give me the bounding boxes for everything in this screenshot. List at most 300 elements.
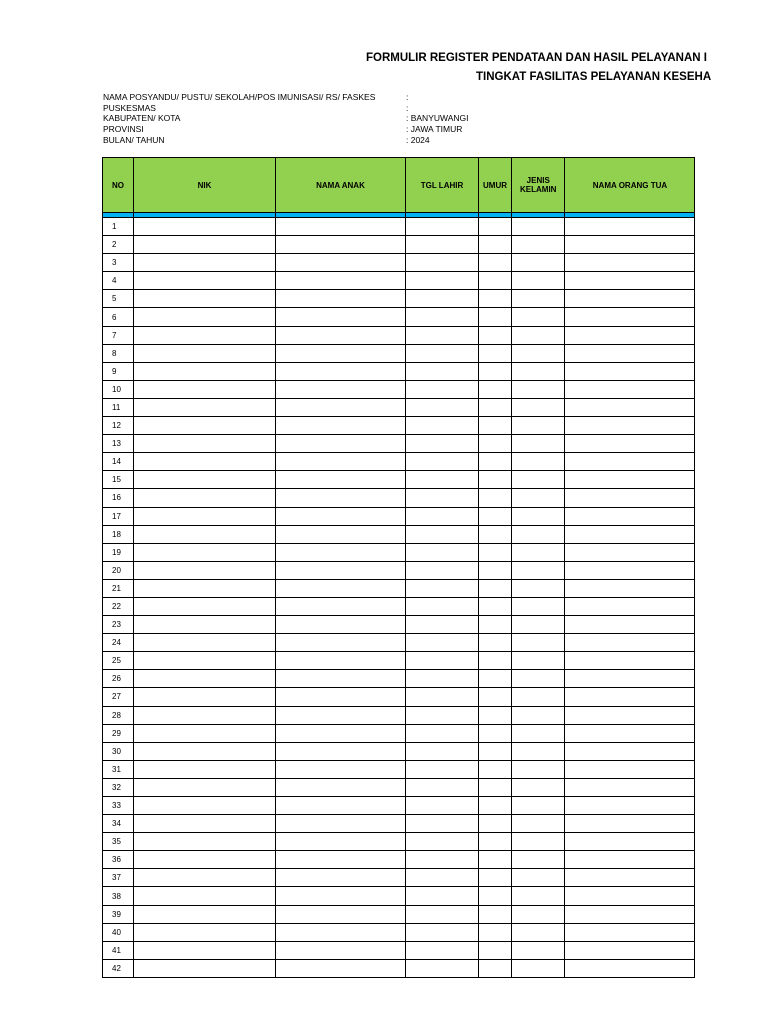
- cell-nik[interactable]: [134, 652, 276, 670]
- cell-tgl-lahir[interactable]: [406, 453, 479, 471]
- cell-nama-orang-tua[interactable]: [565, 851, 695, 869]
- cell-tgl-lahir[interactable]: [406, 543, 479, 561]
- cell-jenis-kelamin[interactable]: [512, 561, 565, 579]
- cell-nama-anak[interactable]: [276, 507, 406, 525]
- cell-nik[interactable]: [134, 887, 276, 905]
- cell-umur[interactable]: [479, 290, 512, 308]
- cell-nik[interactable]: [134, 417, 276, 435]
- cell-nama-orang-tua[interactable]: [565, 326, 695, 344]
- cell-nama-orang-tua[interactable]: [565, 254, 695, 272]
- cell-umur[interactable]: [479, 815, 512, 833]
- cell-jenis-kelamin[interactable]: [512, 815, 565, 833]
- cell-nama-anak[interactable]: [276, 833, 406, 851]
- cell-nik[interactable]: [134, 398, 276, 416]
- cell-umur[interactable]: [479, 923, 512, 941]
- cell-nama-orang-tua[interactable]: [565, 652, 695, 670]
- cell-nik[interactable]: [134, 471, 276, 489]
- meta-label: PUSKESMAS: [103, 102, 156, 113]
- cell-umur[interactable]: [479, 543, 512, 561]
- meta-value: : JAWA TIMUR: [406, 124, 463, 135]
- cell-tgl-lahir[interactable]: [406, 887, 479, 905]
- cell-nama-anak[interactable]: [276, 941, 406, 959]
- cell-tgl-lahir[interactable]: [406, 797, 479, 815]
- cell-jenis-kelamin[interactable]: [512, 941, 565, 959]
- cell-nik[interactable]: [134, 778, 276, 796]
- cell-jenis-kelamin[interactable]: [512, 290, 565, 308]
- cell-tgl-lahir[interactable]: [406, 833, 479, 851]
- cell-tgl-lahir[interactable]: [406, 344, 479, 362]
- table-row: [103, 815, 695, 833]
- cell-umur[interactable]: [479, 218, 512, 236]
- cell-nik[interactable]: [134, 579, 276, 597]
- meta-row-posyandu: [103, 92, 469, 103]
- table-row: [103, 670, 695, 688]
- cell-umur[interactable]: [479, 380, 512, 398]
- cell-tgl-lahir[interactable]: [406, 760, 479, 778]
- cell-nik[interactable]: [134, 797, 276, 815]
- meta-row-bulan-tahun: [103, 135, 469, 146]
- cell-jenis-kelamin[interactable]: [512, 362, 565, 380]
- cell-tgl-lahir[interactable]: [406, 525, 479, 543]
- cell-umur[interactable]: [479, 670, 512, 688]
- cell-jenis-kelamin[interactable]: [512, 272, 565, 290]
- cell-no: 14: [103, 453, 134, 471]
- cell-nik[interactable]: [134, 905, 276, 923]
- cell-nama-orang-tua[interactable]: [565, 959, 695, 977]
- cell-tgl-lahir[interactable]: [406, 941, 479, 959]
- cell-nama-orang-tua[interactable]: [565, 561, 695, 579]
- cell-umur[interactable]: [479, 272, 512, 290]
- cell-jenis-kelamin[interactable]: [512, 344, 565, 362]
- cell-nik[interactable]: [134, 597, 276, 615]
- table-row: [103, 869, 695, 887]
- cell-no: 35: [103, 833, 134, 851]
- cell-nik[interactable]: [134, 561, 276, 579]
- cell-nama-anak[interactable]: [276, 616, 406, 634]
- cell-nama-orang-tua[interactable]: [565, 905, 695, 923]
- cell-nama-orang-tua[interactable]: [565, 398, 695, 416]
- cell-tgl-lahir[interactable]: [406, 634, 479, 652]
- cell-nama-orang-tua[interactable]: [565, 380, 695, 398]
- cell-nama-orang-tua[interactable]: [565, 634, 695, 652]
- cell-nama-anak[interactable]: [276, 380, 406, 398]
- cell-nama-anak[interactable]: [276, 525, 406, 543]
- cell-tgl-lahir[interactable]: [406, 435, 479, 453]
- cell-nik[interactable]: [134, 706, 276, 724]
- cell-nama-anak[interactable]: [276, 543, 406, 561]
- cell-nama-anak[interactable]: [276, 597, 406, 615]
- cell-no: 26: [103, 670, 134, 688]
- cell-nama-orang-tua[interactable]: [565, 362, 695, 380]
- cell-tgl-lahir[interactable]: [406, 398, 479, 416]
- cell-nama-anak[interactable]: [276, 959, 406, 977]
- cell-jenis-kelamin[interactable]: [512, 797, 565, 815]
- cell-tgl-lahir[interactable]: [406, 724, 479, 742]
- cell-nama-anak[interactable]: [276, 923, 406, 941]
- cell-jenis-kelamin[interactable]: [512, 833, 565, 851]
- table-row: [103, 453, 695, 471]
- cell-nik[interactable]: [134, 670, 276, 688]
- cell-nama-orang-tua[interactable]: [565, 869, 695, 887]
- table-row: [103, 724, 695, 742]
- cell-tgl-lahir[interactable]: [406, 561, 479, 579]
- cell-jenis-kelamin[interactable]: [512, 887, 565, 905]
- cell-jenis-kelamin[interactable]: [512, 507, 565, 525]
- cell-jenis-kelamin[interactable]: [512, 959, 565, 977]
- meta-row-provinsi: [103, 124, 469, 135]
- cell-nama-anak[interactable]: [276, 254, 406, 272]
- cell-umur[interactable]: [479, 652, 512, 670]
- cell-umur[interactable]: [479, 362, 512, 380]
- cell-nama-orang-tua[interactable]: [565, 344, 695, 362]
- table-row: [103, 634, 695, 652]
- table-row: [103, 797, 695, 815]
- table-row: [103, 561, 695, 579]
- cell-tgl-lahir[interactable]: [406, 308, 479, 326]
- cell-umur[interactable]: [479, 724, 512, 742]
- cell-umur[interactable]: [479, 851, 512, 869]
- cell-tgl-lahir[interactable]: [406, 616, 479, 634]
- cell-nik[interactable]: [134, 218, 276, 236]
- cell-nik[interactable]: [134, 959, 276, 977]
- table-row: [103, 887, 695, 905]
- cell-tgl-lahir[interactable]: [406, 326, 479, 344]
- cell-tgl-lahir[interactable]: [406, 272, 479, 290]
- cell-jenis-kelamin[interactable]: [512, 236, 565, 254]
- cell-tgl-lahir[interactable]: [406, 869, 479, 887]
- cell-umur[interactable]: [479, 344, 512, 362]
- cell-umur[interactable]: [479, 579, 512, 597]
- cell-tgl-lahir[interactable]: [406, 290, 479, 308]
- cell-nama-orang-tua[interactable]: [565, 597, 695, 615]
- cell-nama-orang-tua[interactable]: [565, 507, 695, 525]
- cell-tgl-lahir[interactable]: [406, 236, 479, 254]
- cell-nama-orang-tua[interactable]: [565, 218, 695, 236]
- cell-tgl-lahir[interactable]: [406, 706, 479, 724]
- cell-nama-anak[interactable]: [276, 760, 406, 778]
- cell-umur[interactable]: [479, 778, 512, 796]
- cell-jenis-kelamin[interactable]: [512, 634, 565, 652]
- cell-no: 12: [103, 417, 134, 435]
- cell-tgl-lahir[interactable]: [406, 489, 479, 507]
- cell-nama-anak[interactable]: [276, 489, 406, 507]
- cell-umur[interactable]: [479, 941, 512, 959]
- cell-nik[interactable]: [134, 290, 276, 308]
- cell-no: 18: [103, 525, 134, 543]
- cell-nik[interactable]: [134, 344, 276, 362]
- cell-jenis-kelamin[interactable]: [512, 326, 565, 344]
- cell-nik[interactable]: [134, 742, 276, 760]
- cell-nama-anak[interactable]: [276, 362, 406, 380]
- cell-jenis-kelamin[interactable]: [512, 742, 565, 760]
- cell-jenis-kelamin[interactable]: [512, 417, 565, 435]
- cell-nik[interactable]: [134, 272, 276, 290]
- cell-nama-anak[interactable]: [276, 851, 406, 869]
- cell-nama-anak[interactable]: [276, 561, 406, 579]
- cell-nama-anak[interactable]: [276, 815, 406, 833]
- cell-umur[interactable]: [479, 706, 512, 724]
- cell-nama-anak[interactable]: [276, 724, 406, 742]
- cell-umur[interactable]: [479, 616, 512, 634]
- cell-jenis-kelamin[interactable]: [512, 308, 565, 326]
- cell-umur[interactable]: [479, 489, 512, 507]
- cell-umur[interactable]: [479, 561, 512, 579]
- cell-nama-anak[interactable]: [276, 417, 406, 435]
- cell-jenis-kelamin[interactable]: [512, 471, 565, 489]
- cell-tgl-lahir[interactable]: [406, 362, 479, 380]
- cell-tgl-lahir[interactable]: [406, 688, 479, 706]
- cell-nik[interactable]: [134, 543, 276, 561]
- meta-label: BULAN/ TAHUN: [103, 134, 165, 145]
- cell-jenis-kelamin[interactable]: [512, 380, 565, 398]
- cell-jenis-kelamin[interactable]: [512, 579, 565, 597]
- cell-no: 3: [103, 254, 134, 272]
- cell-jenis-kelamin[interactable]: [512, 543, 565, 561]
- cell-no: 20: [103, 561, 134, 579]
- cell-umur[interactable]: [479, 887, 512, 905]
- cell-jenis-kelamin[interactable]: [512, 218, 565, 236]
- cell-nama-orang-tua[interactable]: [565, 471, 695, 489]
- cell-umur[interactable]: [479, 308, 512, 326]
- cell-tgl-lahir[interactable]: [406, 417, 479, 435]
- cell-nama-anak[interactable]: [276, 778, 406, 796]
- cell-nama-orang-tua[interactable]: [565, 778, 695, 796]
- cell-nik[interactable]: [134, 525, 276, 543]
- cell-nik[interactable]: [134, 326, 276, 344]
- cell-jenis-kelamin[interactable]: [512, 706, 565, 724]
- cell-umur[interactable]: [479, 525, 512, 543]
- cell-no: 25: [103, 652, 134, 670]
- cell-nama-anak[interactable]: [276, 272, 406, 290]
- cell-nama-orang-tua[interactable]: [565, 760, 695, 778]
- table-row: [103, 923, 695, 941]
- cell-nama-anak[interactable]: [276, 905, 406, 923]
- cell-nama-orang-tua[interactable]: [565, 525, 695, 543]
- cell-nama-anak[interactable]: [276, 326, 406, 344]
- cell-nama-orang-tua[interactable]: [565, 706, 695, 724]
- cell-umur[interactable]: [479, 742, 512, 760]
- cell-umur[interactable]: [479, 797, 512, 815]
- cell-jenis-kelamin[interactable]: [512, 778, 565, 796]
- table-row: [103, 380, 695, 398]
- cell-no: 31: [103, 760, 134, 778]
- cell-nama-anak[interactable]: [276, 308, 406, 326]
- cell-nik[interactable]: [134, 815, 276, 833]
- cell-nama-anak[interactable]: [276, 236, 406, 254]
- table-row: [103, 236, 695, 254]
- cell-nik[interactable]: [134, 724, 276, 742]
- cell-jenis-kelamin[interactable]: [512, 525, 565, 543]
- cell-nama-anak[interactable]: [276, 634, 406, 652]
- meta-value: :: [406, 102, 409, 113]
- cell-jenis-kelamin[interactable]: [512, 905, 565, 923]
- cell-nik[interactable]: [134, 453, 276, 471]
- header-no: NO: [103, 158, 134, 213]
- cell-nama-orang-tua[interactable]: [565, 797, 695, 815]
- cell-umur[interactable]: [479, 597, 512, 615]
- cell-nama-anak[interactable]: [276, 398, 406, 416]
- cell-nama-anak[interactable]: [276, 887, 406, 905]
- cell-nama-orang-tua[interactable]: [565, 489, 695, 507]
- cell-jenis-kelamin[interactable]: [512, 652, 565, 670]
- cell-nama-orang-tua[interactable]: [565, 923, 695, 941]
- cell-jenis-kelamin[interactable]: [512, 453, 565, 471]
- cell-jenis-kelamin[interactable]: [512, 489, 565, 507]
- cell-nama-orang-tua[interactable]: [565, 724, 695, 742]
- cell-jenis-kelamin[interactable]: [512, 923, 565, 941]
- cell-nama-anak[interactable]: [276, 218, 406, 236]
- cell-tgl-lahir[interactable]: [406, 742, 479, 760]
- cell-nama-orang-tua[interactable]: [565, 670, 695, 688]
- cell-no: 2: [103, 236, 134, 254]
- cell-umur[interactable]: [479, 471, 512, 489]
- cell-umur[interactable]: [479, 435, 512, 453]
- cell-tgl-lahir[interactable]: [406, 579, 479, 597]
- header-nik: NIK: [134, 158, 276, 213]
- cell-nik[interactable]: [134, 507, 276, 525]
- cell-umur[interactable]: [479, 634, 512, 652]
- header-nama-anak: NAMA ANAK: [276, 158, 406, 213]
- cell-nama-orang-tua[interactable]: [565, 435, 695, 453]
- cell-nik[interactable]: [134, 489, 276, 507]
- cell-tgl-lahir[interactable]: [406, 959, 479, 977]
- header-nama-orang-tua: NAMA ORANG TUA: [565, 158, 695, 213]
- cell-nik[interactable]: [134, 634, 276, 652]
- cell-umur[interactable]: [479, 959, 512, 977]
- cell-no: 24: [103, 634, 134, 652]
- cell-jenis-kelamin[interactable]: [512, 597, 565, 615]
- cell-nama-orang-tua[interactable]: [565, 308, 695, 326]
- cell-nama-orang-tua[interactable]: [565, 236, 695, 254]
- cell-tgl-lahir[interactable]: [406, 254, 479, 272]
- register-table: [102, 157, 695, 978]
- cell-nik[interactable]: [134, 760, 276, 778]
- cell-nama-orang-tua[interactable]: [565, 453, 695, 471]
- cell-jenis-kelamin[interactable]: [512, 688, 565, 706]
- cell-nik[interactable]: [134, 380, 276, 398]
- cell-nama-orang-tua[interactable]: [565, 417, 695, 435]
- cell-jenis-kelamin[interactable]: [512, 869, 565, 887]
- cell-umur[interactable]: [479, 398, 512, 416]
- cell-jenis-kelamin[interactable]: [512, 670, 565, 688]
- cell-jenis-kelamin[interactable]: [512, 435, 565, 453]
- cell-jenis-kelamin[interactable]: [512, 254, 565, 272]
- cell-nik[interactable]: [134, 435, 276, 453]
- cell-nama-anak[interactable]: [276, 706, 406, 724]
- cell-umur[interactable]: [479, 326, 512, 344]
- cell-nik[interactable]: [134, 688, 276, 706]
- cell-nama-anak[interactable]: [276, 652, 406, 670]
- cell-nama-anak[interactable]: [276, 670, 406, 688]
- meta-label: KABUPATEN/ KOTA: [103, 113, 181, 124]
- table-row: [103, 290, 695, 308]
- cell-jenis-kelamin[interactable]: [512, 851, 565, 869]
- cell-umur[interactable]: [479, 869, 512, 887]
- cell-nama-anak[interactable]: [276, 453, 406, 471]
- cell-umur[interactable]: [479, 254, 512, 272]
- cell-nama-orang-tua[interactable]: [565, 815, 695, 833]
- cell-nama-orang-tua[interactable]: [565, 688, 695, 706]
- table-row: [103, 218, 695, 236]
- cell-nama-orang-tua[interactable]: [565, 887, 695, 905]
- cell-tgl-lahir[interactable]: [406, 507, 479, 525]
- cell-umur[interactable]: [479, 507, 512, 525]
- table-row: [103, 362, 695, 380]
- cell-nik[interactable]: [134, 923, 276, 941]
- cell-umur[interactable]: [479, 905, 512, 923]
- cell-tgl-lahir[interactable]: [406, 851, 479, 869]
- meta-label: PROVINSI: [103, 124, 144, 135]
- cell-umur[interactable]: [479, 688, 512, 706]
- cell-nik[interactable]: [134, 254, 276, 272]
- cell-nama-anak[interactable]: [276, 471, 406, 489]
- cell-nama-anak[interactable]: [276, 290, 406, 308]
- cell-umur[interactable]: [479, 760, 512, 778]
- cell-tgl-lahir[interactable]: [406, 923, 479, 941]
- table-body: [103, 218, 695, 978]
- cell-nama-anak[interactable]: [276, 344, 406, 362]
- table-row: [103, 652, 695, 670]
- cell-no: 23: [103, 616, 134, 634]
- cell-nik[interactable]: [134, 236, 276, 254]
- cell-nama-anak[interactable]: [276, 869, 406, 887]
- cell-umur[interactable]: [479, 417, 512, 435]
- cell-nama-orang-tua[interactable]: [565, 941, 695, 959]
- cell-nik[interactable]: [134, 941, 276, 959]
- cell-nama-anak[interactable]: [276, 797, 406, 815]
- cell-umur[interactable]: [479, 453, 512, 471]
- table-row: [103, 760, 695, 778]
- cell-nama-anak[interactable]: [276, 742, 406, 760]
- table-row: [103, 525, 695, 543]
- cell-umur[interactable]: [479, 236, 512, 254]
- cell-nama-orang-tua[interactable]: [565, 579, 695, 597]
- cell-nik[interactable]: [134, 308, 276, 326]
- table-row: [103, 579, 695, 597]
- cell-nik[interactable]: [134, 616, 276, 634]
- cell-nama-anak[interactable]: [276, 435, 406, 453]
- cell-no: 28: [103, 706, 134, 724]
- cell-jenis-kelamin[interactable]: [512, 616, 565, 634]
- cell-nama-orang-tua[interactable]: [565, 290, 695, 308]
- cell-tgl-lahir[interactable]: [406, 471, 479, 489]
- cell-nik[interactable]: [134, 869, 276, 887]
- table-row: [103, 254, 695, 272]
- cell-nama-orang-tua[interactable]: [565, 742, 695, 760]
- cell-nik[interactable]: [134, 362, 276, 380]
- cell-nama-anak[interactable]: [276, 579, 406, 597]
- cell-nik[interactable]: [134, 833, 276, 851]
- cell-nik[interactable]: [134, 851, 276, 869]
- cell-jenis-kelamin[interactable]: [512, 724, 565, 742]
- cell-nama-orang-tua[interactable]: [565, 272, 695, 290]
- cell-tgl-lahir[interactable]: [406, 905, 479, 923]
- cell-tgl-lahir[interactable]: [406, 778, 479, 796]
- cell-tgl-lahir[interactable]: [406, 218, 479, 236]
- cell-jenis-kelamin[interactable]: [512, 760, 565, 778]
- cell-nama-orang-tua[interactable]: [565, 616, 695, 634]
- cell-tgl-lahir[interactable]: [406, 815, 479, 833]
- cell-nama-orang-tua[interactable]: [565, 833, 695, 851]
- cell-tgl-lahir[interactable]: [406, 380, 479, 398]
- cell-jenis-kelamin[interactable]: [512, 398, 565, 416]
- cell-nama-anak[interactable]: [276, 688, 406, 706]
- cell-nama-orang-tua[interactable]: [565, 543, 695, 561]
- cell-tgl-lahir[interactable]: [406, 597, 479, 615]
- cell-tgl-lahir[interactable]: [406, 670, 479, 688]
- cell-umur[interactable]: [479, 833, 512, 851]
- cell-tgl-lahir[interactable]: [406, 652, 479, 670]
